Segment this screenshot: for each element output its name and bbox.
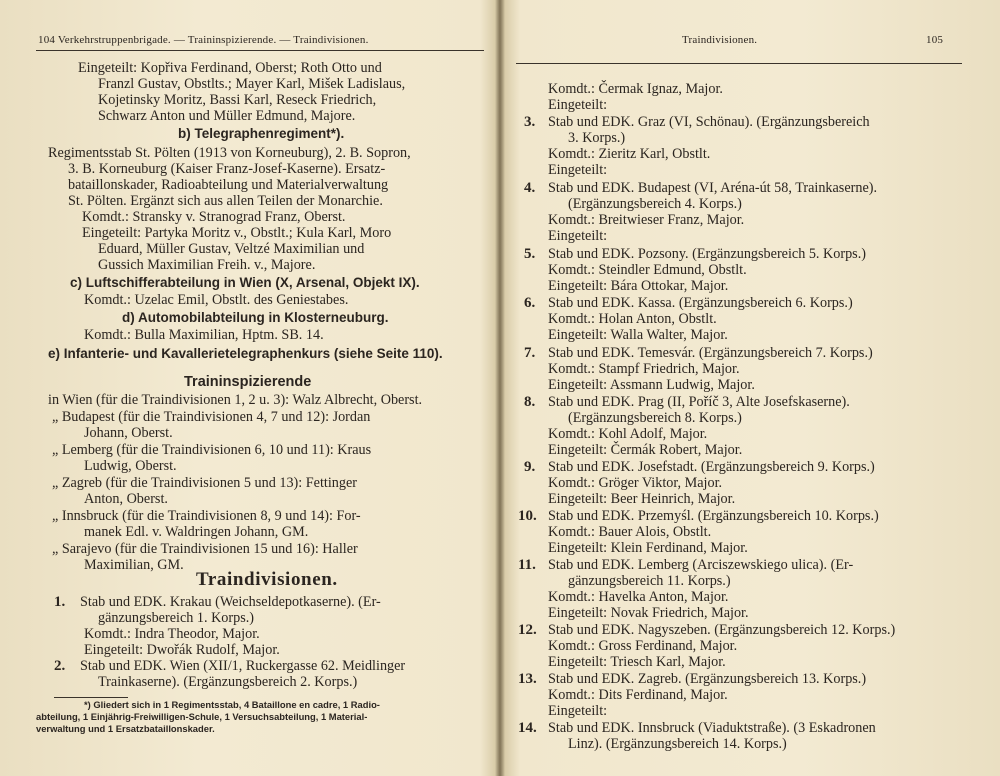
text-line: Stab und EDK. Lemberg (Arciszewskiego ulica). (Er- (548, 557, 854, 573)
text-line: in Wien (für die Traindivisionen 1, 2 u. 3): Walz Albrecht, Oberst. (48, 392, 423, 408)
section-heading: Traininspizierende (184, 374, 312, 390)
text-line: Komdt.: Gröger Viktor, Major. (548, 475, 723, 491)
text-line: Komdt.: Havelka Anton, Major. (548, 589, 729, 605)
text-line: Trainkaserne). (Ergänzungsbereich 2. Korps.) (98, 674, 358, 690)
text-line: Eingeteilt: Triesch Karl, Major. (548, 654, 726, 670)
text-line: Regimentsstab St. Pölten (1913 von Korneuburg), 2. B. Sopron, (48, 145, 411, 161)
text-line: Ludwig, Oberst. (84, 458, 177, 474)
footnote-line: *) Gliedert sich in 1 Regimentsstab, 4 Bataillone en cadre, 1 Radio- (84, 699, 380, 710)
section-heading: c) Luftschifferabteilung in Wien (X, Arsenal, Objekt IX). (70, 275, 420, 290)
text-line: (Ergänzungsbereich 4. Korps.) (568, 196, 742, 212)
text-line: Johann, Oberst. (84, 425, 173, 441)
footnote-line: verwaltung und 1 Ersatzbataillonskader. (36, 723, 215, 734)
text-line: 3. B. Korneuburg (Kaiser Franz-Josef-Kaserne). Ersatz- (68, 161, 386, 177)
text-line: (Ergänzungsbereich 8. Korps.) (568, 410, 742, 426)
text-line: Eduard, Müller Gustav, Veltzé Maximilian und (98, 241, 365, 257)
text-line: Eingeteilt: (548, 162, 608, 178)
text-line: Eingeteilt: Novak Friedrich, Major. (548, 605, 749, 621)
text-line: manek Edl. v. Waldringen Johann, GM. (84, 524, 309, 540)
text-line: Komdt.: Indra Theodor, Major. (84, 626, 260, 642)
text-line: Stab und EDK. Budapest (VI, Aréna-út 58, Trainkaserne). (548, 180, 878, 196)
text-line: „ Budapest (für die Traindivisionen 4, 7 und 12): Jordan (52, 409, 371, 425)
section-heading: b) Telegraphenregiment*). (178, 126, 345, 141)
running-header-left: 104 Verkehrstruppenbrigade. — Traininspizierende. — Traindivisionen. (38, 34, 369, 46)
text-line: Komdt.: Bulla Maximilian, Hptm. SB. 14. (84, 327, 324, 343)
text-line: Stab und EDK. Wien (XII/1, Ruckergasse 62. Meidlinger (80, 658, 406, 674)
text-line: Komdt.: Bauer Alois, Obstlt. (548, 524, 712, 540)
entry-number: 3. (524, 114, 536, 130)
entry-number: 11. (518, 557, 536, 573)
text-line: Komdt.: Zieritz Karl, Obstlt. (548, 146, 711, 162)
text-line: Stab und EDK. Prag (II, Poříč 3, Alte Josefskaserne). (548, 394, 850, 410)
text-line: Kojetinsky Moritz, Bassi Karl, Reseck Friedrich, (98, 92, 377, 108)
entry-number: 1. (54, 594, 66, 610)
text-line: Stab und EDK. Graz (VI, Schönau). (Ergänzungsbereich (548, 114, 870, 130)
text-line: Eingeteilt: (548, 703, 608, 719)
text-line: gänzungsbereich 1. Korps.) (98, 610, 255, 626)
text-line: Eingeteilt: Klein Ferdinand, Major. (548, 540, 748, 556)
text-line: St. Pölten. Ergänzt sich aus allen Teilen der Monarchie. (68, 193, 383, 209)
text-line: Stab und EDK. Nagyszeben. (Ergänzungsbereich 12. Korps.) (548, 622, 896, 638)
entry-number: 9. (524, 459, 536, 475)
text-line: Eingeteilt: Dwořák Rudolf, Major. (84, 642, 280, 658)
entry-number: 2. (54, 658, 66, 674)
text-line: Eingeteilt: Bára Ottokar, Major. (548, 278, 729, 294)
text-line: Komdt.: Stransky v. Stranograd Franz, Oberst. (82, 209, 346, 225)
text-line: Stab und EDK. Temesvár. (Ergänzungsbereich 7. Korps.) (548, 345, 873, 361)
text-line: Stab und EDK. Innsbruck (Viaduktstraße). (3 Eskadronen (548, 720, 876, 736)
text-line: Stab und EDK. Josefstadt. (Ergänzungsbereich 9. Korps.) (548, 459, 875, 475)
text-line: Komdt.: Stampf Friedrich, Major. (548, 361, 740, 377)
entry-number: 5. (524, 246, 536, 262)
text-line: Komdt.: Gross Ferdinand, Major. (548, 638, 738, 654)
text-line: Franzl Gustav, Obstlts.; Mayer Karl, Mišek Ladislaus, (98, 76, 406, 92)
text-line: Eingeteilt: Walla Walter, Major. (548, 327, 728, 343)
text-line: 3. Korps.) (568, 130, 626, 146)
text-line: Stab und EDK. Pozsony. (Ergänzungsbereich 5. Korps.) (548, 246, 866, 262)
text-line: Komdt.: Uzelac Emil, Obstlt. des Geniestabes. (84, 292, 349, 308)
text-line: Maximilian, GM. (84, 557, 184, 573)
text-line: bataillonskader, Radioabteilung und Materialverwaltung (68, 177, 389, 193)
text-line: Gussich Maximilian Freih. v., Majore. (98, 257, 316, 273)
text-line: Eingeteilt: Čermák Robert, Major. (548, 442, 743, 458)
text-line: Stab und EDK. Zagreb. (Ergänzungsbereich 13. Korps.) (548, 671, 867, 687)
running-header-right: Traindivisionen. (682, 34, 758, 46)
text-line: Stab und EDK. Krakau (Weichseldepotkaserne). (Er- (80, 594, 381, 610)
entry-number: 12. (518, 622, 537, 638)
text-line: Eingeteilt: (548, 228, 608, 244)
text-line: Stab und EDK. Kassa. (Ergänzungsbereich 6. Korps.) (548, 295, 853, 311)
text-line: Linz). (Ergänzungsbereich 14. Korps.) (568, 736, 787, 752)
footnote-line: abteilung, 1 Einjährig-Freiwilligen-Schule, 1 Versuchsabteilung, 1 Material- (36, 711, 368, 722)
section-heading: d) Automobilabteilung in Klosterneuburg. (122, 310, 389, 325)
text-line: Komdt.: Čermak Ignaz, Major. (548, 81, 723, 97)
text-line: Komdt.: Holan Anton, Obstlt. (548, 311, 717, 327)
text-line: Eingeteilt: Assmann Ludwig, Major. (548, 377, 755, 393)
text-line: „ Innsbruck (für die Traindivisionen 8, 9 und 14): For- (52, 508, 361, 524)
entry-number: 7. (524, 345, 536, 361)
entry-number: 8. (524, 394, 536, 410)
text-line: Eingeteilt: Partyka Moritz v., Obstlt.; Kula Karl, Moro (82, 225, 392, 241)
page-left (0, 0, 496, 776)
entry-number: 6. (524, 295, 536, 311)
text-line: Eingeteilt: Kopřiva Ferdinand, Oberst; Roth Otto und (78, 60, 382, 76)
page-number: 105 (926, 34, 944, 46)
text-line: „ Lemberg (für die Traindivisionen 6, 10 und 11): Kraus (52, 442, 372, 458)
entry-number: 4. (524, 180, 536, 196)
text-line: „ Sarajevo (für die Traindivisionen 15 und 16): Haller (52, 541, 358, 557)
text-line: Schwarz Anton und Müller Edmund, Majore. (98, 108, 356, 124)
text-line: Komdt.: Dits Ferdinand, Major. (548, 687, 728, 703)
entry-number: 13. (518, 671, 537, 687)
footnote-rule (54, 697, 128, 698)
header-rule-left (36, 50, 484, 51)
text-line: Anton, Oberst. (84, 491, 168, 507)
text-line: Eingeteilt: Beer Heinrich, Major. (548, 491, 736, 507)
text-line: Komdt.: Steindler Edmund, Obstlt. (548, 262, 747, 278)
text-line: Stab und EDK. Przemyśl. (Ergänzungsbereich 10. Korps.) (548, 508, 879, 524)
page-right (504, 0, 1000, 776)
entry-number: 14. (518, 720, 537, 736)
entry-number: 10. (518, 508, 537, 524)
section-heading: e) Infanterie- und Kavallerietelegraphenkurs (siehe Seite 110). (48, 346, 443, 361)
header-rule-right (516, 63, 962, 64)
text-line: Komdt.: Breitwieser Franz, Major. (548, 212, 745, 228)
chapter-heading: Traindivisionen. (196, 569, 338, 590)
text-line: gänzungsbereich 11. Korps.) (568, 573, 731, 589)
text-line: Komdt.: Kohl Adolf, Major. (548, 426, 708, 442)
text-line: Eingeteilt: (548, 97, 608, 113)
text-line: „ Zagreb (für die Traindivisionen 5 und 13): Fettinger (52, 475, 357, 491)
